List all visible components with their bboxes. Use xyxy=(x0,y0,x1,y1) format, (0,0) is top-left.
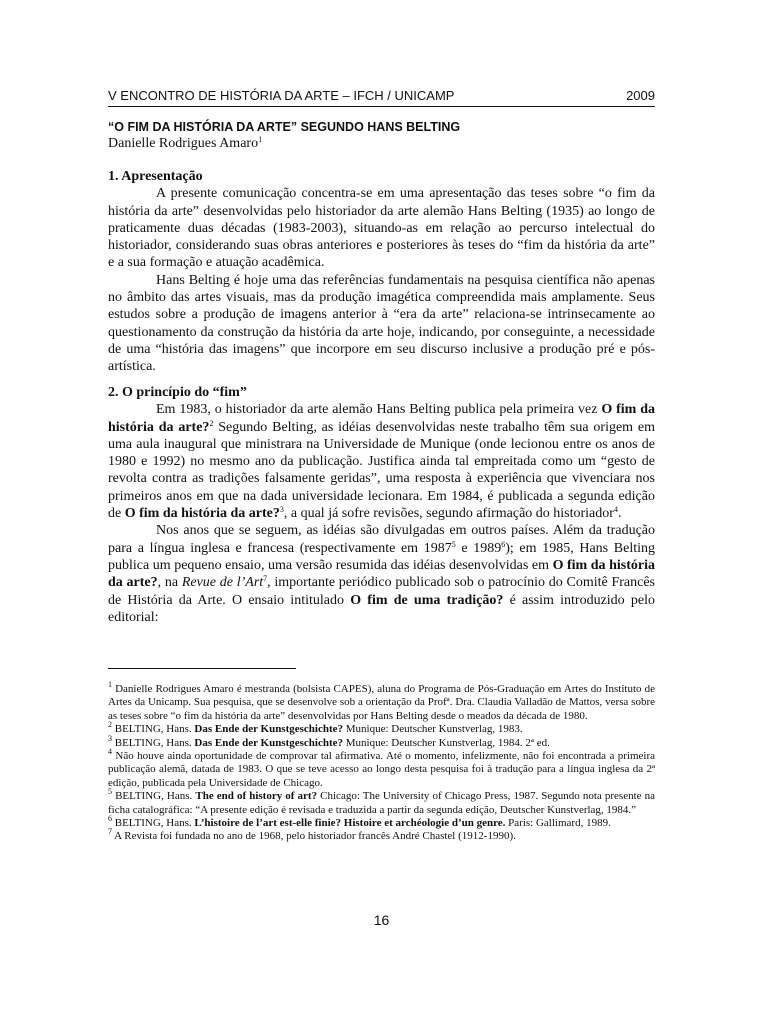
footnote-text: Chicago: The University of Chicago Press, 1987. Segundo nota presente na ficha catalográfica: “A presente edição é revisada e traduzida a partir da segunda edição, Deutscher Kunstverlag, 1984.” xyxy=(108,790,655,816)
book-title: O fim da história da arte? xyxy=(108,402,656,435)
footnote-text: Munique: Deutscher Kunstverlag, 1984. 2ª ed. xyxy=(343,736,550,749)
footnote-ref: 5 xyxy=(451,539,456,549)
footnote-text: Danielle Rodrigues Amaro é mestranda (bolsista CAPES), aluna do Programa de Pós-Graduação em Artes do Instituto de Artes da Unicamp. Sua pesquisa, que se desenvolve sob a orientação da Profª. Dra. Claudia Valladão de Mattos, versa sobre as teses sobre “o fim da história da arte” desenvolvidas por Hans Belting desde o meados da década de 1980. xyxy=(108,683,655,722)
text-run: é assim introduzido pelo editorial: xyxy=(108,592,655,625)
footnotes xyxy=(108,680,655,844)
footnote xyxy=(108,827,655,843)
footnote-text: BELTING, Hans. xyxy=(112,736,195,749)
footnote-number: 4 xyxy=(108,747,112,757)
footnote-text: A Revista foi fundada no ano de 1968, pelo historiador francês André Chastel (1912-1990). xyxy=(112,830,516,843)
text-run: Nos anos que se seguem, as idéias são divulgadas em outros países. Além da tradução para a língua inglesa e francesa (respectivamente em 1987 xyxy=(108,523,655,556)
footnote-number: 3 xyxy=(108,733,112,743)
book-title: Das Ende der Kunstgeschichte? xyxy=(194,736,344,749)
book-title: O fim da história da arte? xyxy=(108,557,655,591)
footnote-ref: 2 xyxy=(209,418,214,428)
footnote xyxy=(108,680,655,723)
text-run: , a qual já sofre revisões, segundo afirmação do historiador xyxy=(283,506,614,522)
text-run: , importante periódico publicado sob o patrocínio do Comitê Francês de História da Arte. O ensaio intitulado xyxy=(108,575,655,608)
text-run: ); em 1985, Hans Belting publica um pequeno ensaio, uma versão resumida das idéias desenvolvidas em xyxy=(108,540,655,573)
paragraph: A presente comunicação concentra-se em uma apresentação das teses sobre “o fim da história da arte” desenvolvidas pelo historiador da arte alemão Hans Belting (1935) ao longo de praticamente duas décadas (1983-2003), situando-as em relação ao percurso intelectual do historiador, considerando suas obras anteriores e posteriores às teses do “fim da história da arte” e a sua formação e atuação acadêmica. xyxy=(108,186,655,271)
footnote-ref: 4 xyxy=(613,505,618,515)
footnote-number: 1 xyxy=(108,680,112,689)
header-conference: V ENCONTRO DE HISTÓRIA DA ARTE – IFCH / UNICAMP xyxy=(108,88,455,103)
header-year: 2009 xyxy=(626,88,655,103)
footnote xyxy=(108,787,655,817)
footnote-text: Munique: Deutscher Kunstverlag, 1983. xyxy=(343,723,523,736)
running-header xyxy=(108,88,655,107)
footnote-text: BELTING, Hans. xyxy=(112,790,196,803)
footnote-number: 6 xyxy=(108,814,112,824)
footnote-number: 7 xyxy=(108,827,112,837)
footnote-ref: 1 xyxy=(258,135,263,144)
footnote-ref: 7 xyxy=(263,574,268,584)
footnote-ref: 3 xyxy=(279,505,284,515)
footnote xyxy=(108,733,655,750)
book-title: O fim da história da arte? xyxy=(124,506,280,522)
book-title: L’histoire de l’art est-elle finie? Histoire et archéologie d’un genre. xyxy=(194,817,506,830)
essay-title: O fim de uma tradição? xyxy=(350,592,504,608)
footnote-text: BELTING, Hans. xyxy=(112,817,195,830)
footnote xyxy=(108,747,655,790)
footnote-text: Não houve ainda oportunidade de comprovar tal afirmativa. Até o momento, infelizmente, não foi encontrada a primeira publicação alemã, datada de 1983. O que se teve acesso ao longo desta pesquisa foi à tradução para a língua inglesa da 2ª edição, publicada pela Universidade de Chicago. xyxy=(108,750,655,789)
footnote-ref: 6 xyxy=(501,539,506,549)
journal-title: Revue de l’Art xyxy=(181,575,264,591)
footnote xyxy=(108,814,655,830)
footnote-text: BELTING, Hans. xyxy=(112,723,195,736)
book-title: The end of history of art? xyxy=(195,790,318,803)
footnote-number: 2 xyxy=(108,720,112,730)
section-heading: 2. O princípio do “fim” xyxy=(108,385,247,400)
text-run: . xyxy=(617,506,622,522)
text-run: , na xyxy=(157,575,182,591)
footnote-text: Paris: Gallimard, 1989. xyxy=(505,817,611,830)
text-run: e 1989 xyxy=(455,540,502,556)
section-principio-do-fim xyxy=(108,384,655,626)
footnote xyxy=(108,720,655,736)
paper-title: “O FIM DA HISTÓRIA DA ARTE” SEGUNDO HANS BELTING xyxy=(108,120,461,134)
paper-author xyxy=(108,136,262,152)
paragraph xyxy=(108,522,655,626)
paragraph xyxy=(108,401,655,522)
section-heading: 1. Apresentação xyxy=(108,169,203,184)
text-run: Segundo Belting, as idéias desenvolvidas neste trabalho têm sua origem em uma aula inaugural que ministrara na Universidade de Munique (onde lecionou entre os anos de 1980 e 1992) no mesmo ano da publicação. Justifica ainda tal empreitada como um “gesto de revolta contra as tradições falsamente geridas”, uma resposta à experiência que vivenciara nos primeiros anos em que na dada universidade lecionara. Em 1984, é publicada a segunda edição de xyxy=(108,419,656,522)
footnote-number: 5 xyxy=(108,787,112,797)
author-name: Danielle Rodrigues Amaro xyxy=(108,136,259,151)
footnote-divider xyxy=(108,668,296,669)
page-number: 16 xyxy=(373,912,390,928)
section-apresentacao xyxy=(108,168,655,376)
paragraph: Hans Belting é hoje uma das referências fundamentais na pesquisa científica não apenas no âmbito das artes visuais, mas da produção imagética compreendida mais amplamente. Seus estudos sobre a produção de imagens anterior à “era da arte” relaciona-se intrinsecamente ao questionamento da construção da história da arte hoje, indicando, por conseguinte, a necessidade de uma “história das imagens” que incorpore em seu discurso inclusive a produção pré e pós-artística. xyxy=(108,272,655,375)
text-run: Em 1983, o historiador da arte alemão Hans Belting publica pela primeira vez xyxy=(156,402,602,418)
book-title: Das Ende der Kunstgeschichte? xyxy=(194,723,344,736)
